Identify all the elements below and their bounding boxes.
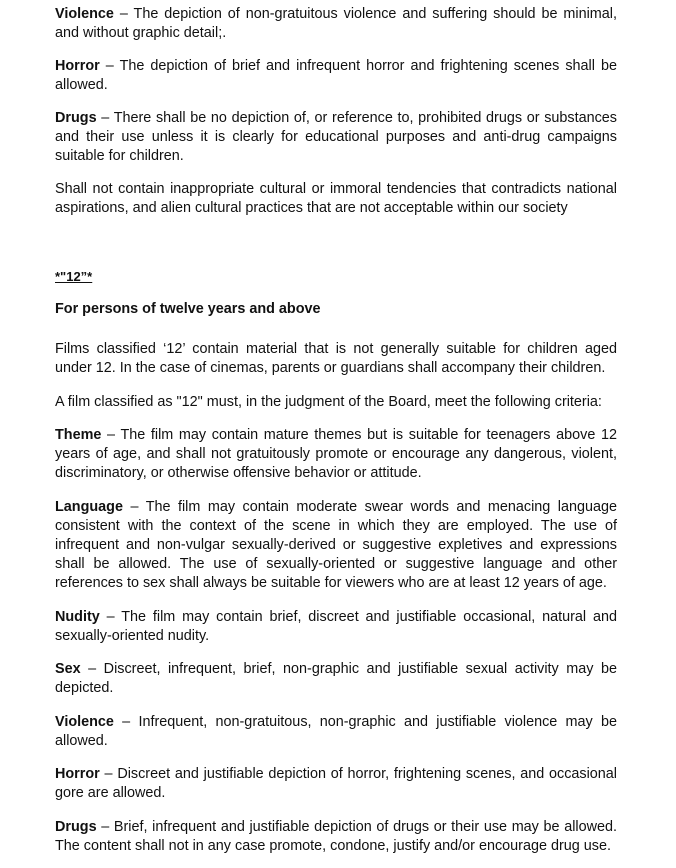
criterion-term: Horror (55, 58, 100, 74)
criterion-text: The film may contain mature themes but is suitable for teenagers above 12 years of age, and shall not gratuitously promote or encourage any dangerous, violent, discriminatory, or otherwise offensive behavior or attitude. (55, 427, 617, 481)
rating-title: For persons of twelve years and above (55, 301, 321, 317)
criterion-text: The depiction of non-gratuitous violence and suffering should be minimal, and without graphic detail;. (55, 6, 617, 41)
criterion-theme: Theme – The film may contain mature themes but is suitable for teenagers above 12 years of age, and shall not gratuitously promote or encourage any dangerous, violent, discriminatory, or otherwise offensive behavior or attitude. (55, 427, 617, 481)
criterion-drugs-prev: Drugs – There shall be no depiction of, or reference to, prohibited drugs or substances and their use unless it is clearly for educational purposes and anti-drug campaigns suitable for children. (55, 110, 618, 164)
criterion-text: Discreet, infrequent, brief, non-graphic and justifiable sexual activity may be depicted. (55, 661, 617, 696)
criterion-term: Drugs (55, 110, 97, 126)
closing-statement: Shall not contain inappropriate cultural or immoral tendencies that contradicts national aspirations, and alien cultural practices that are not acceptable within our society (55, 181, 617, 216)
criterion-text: The film may contain brief, discreet and justifiable occasional, natural and sexually-oriented nudity. (55, 609, 617, 644)
criterion-text: Infrequent, non-gratuitous, non-graphic and justifiable violence may be allowed. (55, 714, 618, 749)
criterion-term: Violence (55, 6, 114, 22)
rating-intro: Films classified ‘12’ contain material that is not generally suitable for children aged under 12. In the case of cinemas, parents or guardians shall accompany their children. (55, 341, 617, 376)
criterion-violence-prev: Violence – The depiction of non-gratuitous violence and suffering should be minimal, and without graphic detail;. (55, 6, 617, 41)
criterion-horror-prev: Horror – The depiction of brief and infrequent horror and frightening scenes shall be allowed. (55, 58, 617, 93)
criterion-text: There shall be no depiction of, or reference to, prohibited drugs or substances and their use unless it is clearly for educational purposes and anti-drug campaigns suitable for children. (55, 110, 618, 164)
criterion-sex: Sex – Discreet, infrequent, brief, non-graphic and justifiable sexual activity may be depicted. (55, 661, 617, 696)
criterion-drugs: Drugs – Brief, infrequent and justifiable depiction of drugs or their use may be allowed. The content shall not in any case promote, condone, justify and/or encourage drug use. (55, 819, 617, 854)
rating-code-heading: *"12”* (55, 269, 93, 284)
criteria-lead: A film classified as "12" must, in the judgment of the Board, meet the following criteria: (55, 394, 602, 410)
criterion-text: The film may contain moderate swear words and menacing language consistent with the context of the scene in which they are employed. The use of infrequent and non-vulgar sexually-derived or suggestive expletives and expressions shall be allowed. The use of sexually-oriented or suggestive language and other references to sex shall always be suitable for viewers who are at least 12 years of age. (55, 499, 617, 591)
criterion-text: Discreet and justifiable depiction of horror, frightening scenes, and occasional gore are allowed. (55, 766, 617, 801)
criterion-term: Nudity (55, 609, 100, 625)
criterion-text: The depiction of brief and infrequent horror and frightening scenes shall be allowed. (55, 58, 617, 93)
criterion-nudity: Nudity – The film may contain brief, discreet and justifiable occasional, natural and sexually-oriented nudity. (55, 609, 617, 644)
criterion-violence: Violence – Infrequent, non-gratuitous, non-graphic and justifiable violence may be allowed. (55, 714, 618, 749)
criterion-term: Horror (55, 766, 100, 782)
criterion-term: Language (55, 499, 123, 515)
criterion-text: Brief, infrequent and justifiable depiction of drugs or their use may be allowed. The content shall not in any case promote, condone, justify and/or encourage drug use. (55, 819, 617, 854)
criterion-term: Violence (55, 714, 114, 730)
criterion-term: Sex (55, 661, 81, 677)
criterion-horror: Horror – Discreet and justifiable depiction of horror, frightening scenes, and occasional gore are allowed. (55, 766, 617, 801)
criterion-language: Language – The film may contain moderate swear words and menacing language consistent with the context of the scene in which they are employed. The use of infrequent and non-vulgar sexually-derived or suggestive expletives and expressions shall be allowed. The use of sexually-oriented or suggestive language and other references to sex shall always be suitable for viewers who are at least 12 years of age. (55, 499, 617, 591)
criterion-term: Drugs (55, 819, 97, 835)
criterion-term: Theme (55, 427, 102, 443)
